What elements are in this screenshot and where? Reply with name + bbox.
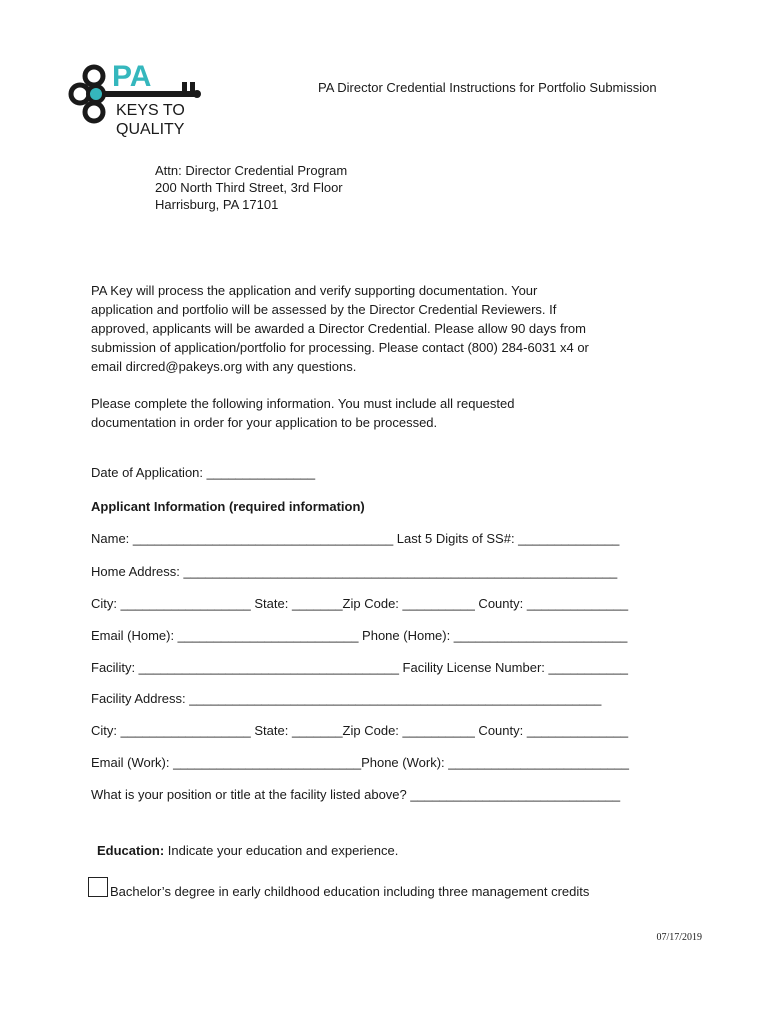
paragraph-line: approved, applicants will be awarded a Director Credential. Please allow 90 days from [91,321,586,336]
paragraph-line: submission of application/portfolio for processing. Please contact (800) 284-6031 x4 or [91,340,589,355]
instructions-paragraph [91,394,651,432]
home-email-phone-field[interactable]: Email (Home): _________________________ Phone (Home): ________________________ [91,628,628,643]
bachelors-degree-checkbox[interactable] [88,877,108,897]
paragraph-line: PA Key will process the application and verify supporting documentation. Your [91,283,538,298]
address-line: 200 North Third Street, 3rd Floor [155,180,343,195]
name-ssn-field[interactable]: Name: ____________________________________ Last 5 Digits of SS#: ______________ [91,531,620,546]
facility-address-field[interactable]: Facility Address: _________________________________________________________ [91,691,602,706]
home-address-field[interactable]: Home Address: ____________________________________________________________ [91,564,618,579]
work-email-phone-field[interactable]: Email (Work): __________________________Phone (Work): _________________________ [91,755,630,770]
education-section [97,843,398,858]
position-title-field[interactable]: What is your position or title at the facility listed above? _____________________________ [91,787,621,802]
svg-text:KEYS TO: KEYS TO [116,102,185,119]
date-of-application-field[interactable]: Date of Application: _______________ [91,465,316,480]
applicant-info-heading: Applicant Information (required information) [91,499,365,514]
svg-text:PA: PA [112,60,152,93]
document-title: PA Director Credential Instructions for Portfolio Submission [318,80,657,95]
facility-license-field[interactable]: Facility: ____________________________________ Facility License Number: ___________ [91,660,629,675]
paragraph-line: documentation in order for your application to be processed. [91,415,438,430]
address-line: Attn: Director Credential Program [155,163,348,178]
mailing-address [155,162,347,213]
svg-text:QUALITY: QUALITY [116,121,185,138]
bachelors-degree-label: Bachelor’s degree in early childhood education including three management credits [110,884,590,899]
revision-date: 07/17/2019 [656,932,702,943]
education-instruction: Indicate your education and experience. [167,843,399,858]
paragraph-line: email dircred@pakeys.org with any questions. [91,359,357,374]
paragraph-line: Please complete the following information. You must include all requested [91,396,515,411]
pa-keys-logo [66,58,206,140]
facility-city-state-zip-field[interactable]: City: __________________ State: _______Zip Code: __________ County: ______________ [91,723,629,738]
home-city-state-zip-field[interactable]: City: __________________ State: _______Zip Code: __________ County: ______________ [91,596,629,611]
key-icon [66,58,206,140]
address-line: Harrisburg, PA 17101 [155,197,279,212]
education-heading: Education: [97,843,165,858]
intro-paragraph [91,281,651,376]
paragraph-line: application and portfolio will be assessed by the Director Credential Reviewers. If [91,302,557,317]
